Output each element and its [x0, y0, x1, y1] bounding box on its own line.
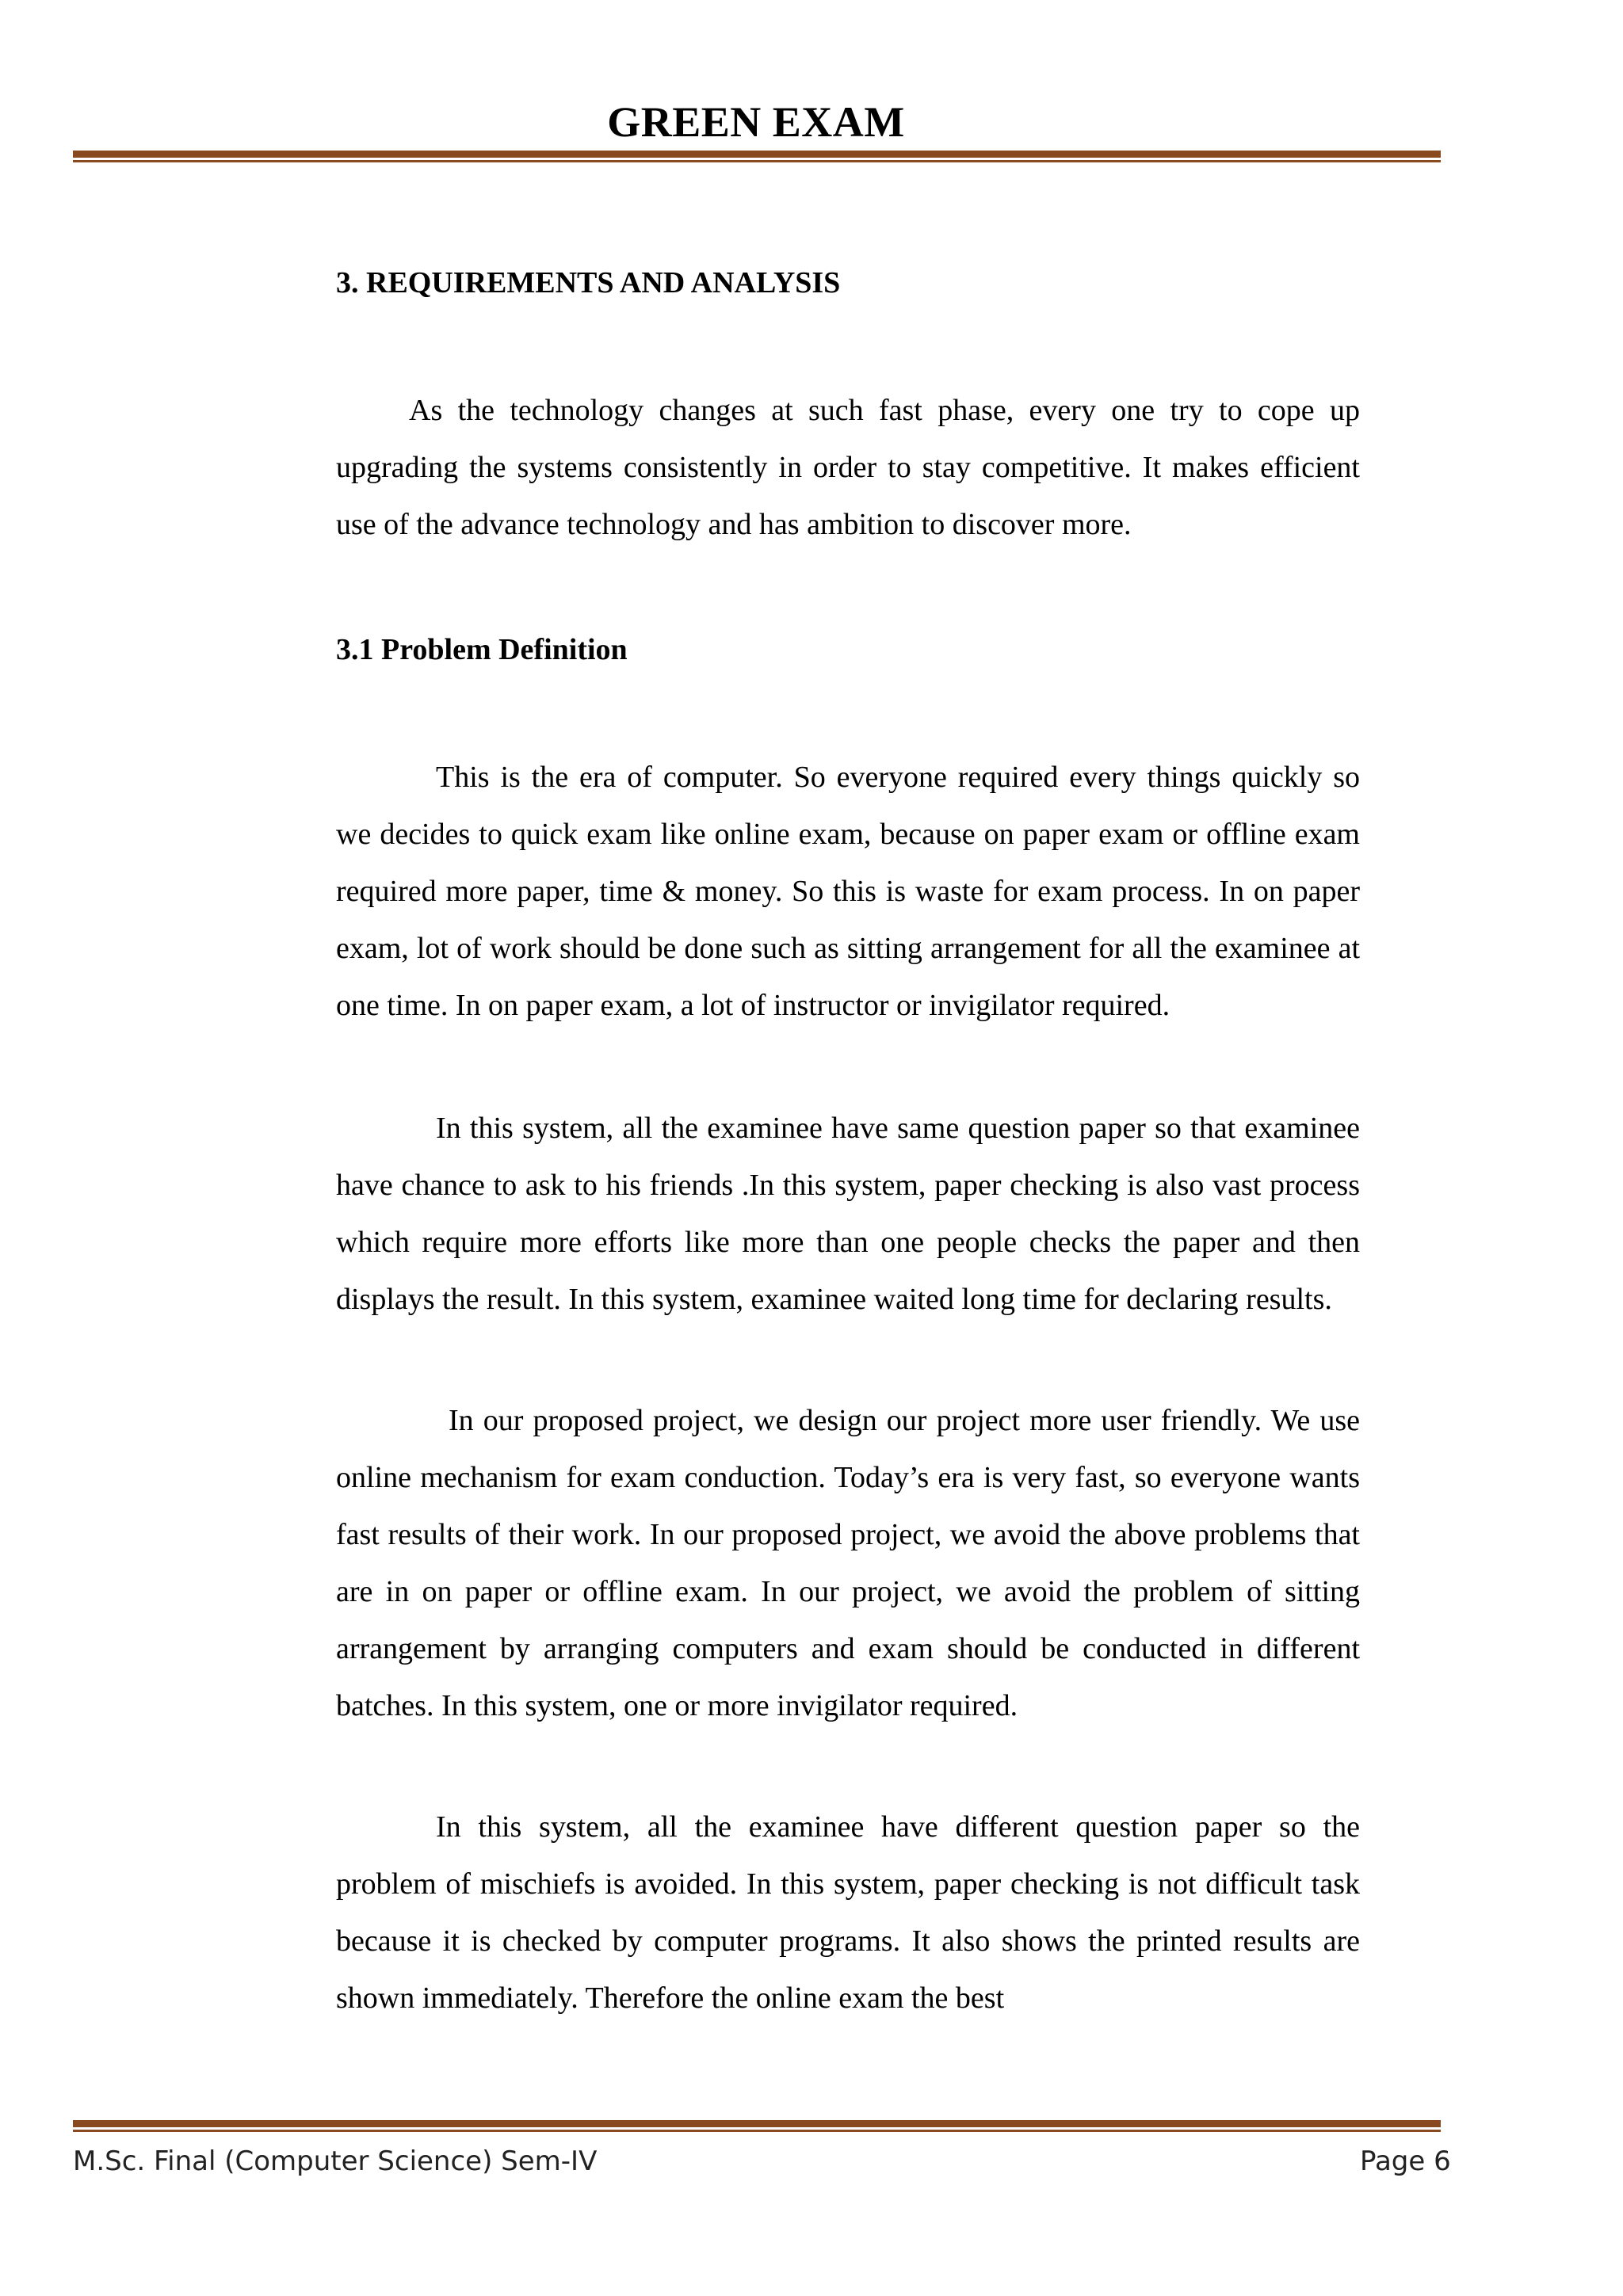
header-divider — [73, 151, 1441, 162]
body-paragraph: In our proposed project, we design our project more user friendly. We use online mechanism for exam conduction. Today’s era is very fast, so everyone wants fast results of their work. In our proposed project, we avoid the above problems that are in on paper or offline exam. In our project, we avoid the problem of sitting arrangement by arranging computers and exam should be conducted in different batches. In this system, one or more invigilator required. — [336, 1404, 1360, 1722]
body-paragraph: In this system, all the examinee have same question paper so that examinee have chance to ask to his friends .In this system, paper checking is also vast process which require more efforts like more than one people checks the paper and then displays the result. In this system, examinee waited long time for declaring results. — [336, 1112, 1360, 1316]
subsection-heading: 3.1 Problem Definition — [336, 633, 628, 666]
section-heading: 3. REQUIREMENTS AND ANALYSIS — [336, 266, 841, 299]
footer-divider — [73, 2120, 1441, 2132]
page-header-title: GREEN EXAM — [607, 98, 905, 146]
footer-course-label: M.Sc. Final (Computer Science) Sem-IV — [73, 2145, 598, 2177]
footer-page-number: Page 6 — [1360, 2145, 1451, 2177]
body-paragraph: This is the era of computer. So everyone required every things quickly so we decides to quick exam like online exam, because on paper exam or offline exam required more paper, time & money. So this is waste for exam process. In on paper exam, lot of work should be done such as sitting arrangement for all the examinee at one time. In on paper exam, a lot of instructor or invigilator required. — [336, 761, 1360, 1022]
body-paragraph: In this system, all the examinee have different question paper so the problem of mischiefs is avoided. In this system, paper checking is not difficult task because it is checked by computer programs. It also shows the printed results are shown immediately. Therefore the online exam the best — [336, 1810, 1360, 2015]
intro-paragraph: As the technology changes at such fast phase, every one try to cope up upgrading the systems consistently in order to stay competitive. It makes efficient use of the advance technology and has ambition to discover more. — [336, 394, 1360, 541]
